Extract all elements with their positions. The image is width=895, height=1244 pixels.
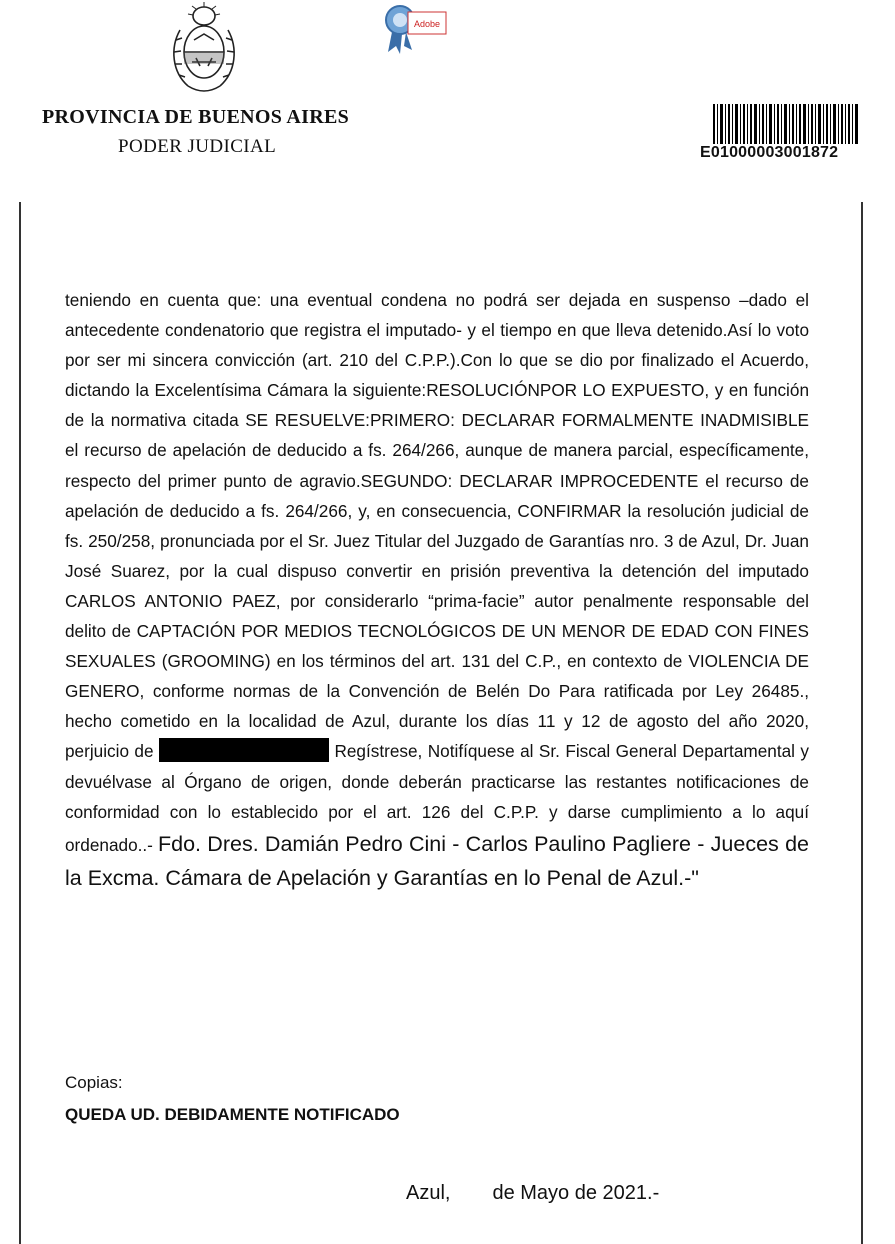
- resolution-paragraph: teniendo en cuenta que: una eventual condena no podrá ser dejada en suspenso –dado el antecedente condenatorio que registra el imputado- y el tiempo en que lleva detenido.Así lo voto por ser mi sincera convicción (art. 210 del C.P.P.).Con lo que se dio por finalizado el Acuerdo, dictando la Excelentísima Cámara la siguiente:RESOLUCIÓNPOR LO EXPUESTO, y en función de la normativa citada SE RESUELVE:PRIMERO: DECLARAR FORMALMENTE INADMISIBLE el recurso de apelación de deducido a fs. 264/266, aunque de manera parcial, específicamente, respecto del primer punto de agravio.SEGUNDO: DECLARAR IMPROCEDENTE el recurso de apelación de deducido a fs. 264/266, y, en consecuencia, CONFIRMAR la resolución judicial de fs. 250/258, pronunciada por el Sr. Juez Titular del Juzgado de Garantías nro. 3 de Azul, Dr. Juan José Suarez, por la cual dispuso convertir en prisión preventiva la detención del imputado CARLOS ANTONIO PAEZ, por considerarlo “prima-facie” autor penalmente responsable del delito de CAPTACIÓN POR MEDIOS TECNOLÓGICOS DE UN MENOR DE EDAD CON FINES SEXUALES (GROOMING) en los términos del art. 131 del C.P., en contexto de VIOLENCIA DE GENERO, conforme normas de la Convención de Belén Do Para ratificada por Ley 26485., hecho cometido en la localidad de Azul, durante los días 11 y 12 de agosto del año 2020, perjuicio de: [65, 290, 809, 762]
- resolution-text: [65, 285, 809, 895]
- branch-title: PODER JUDICIAL: [118, 136, 277, 157]
- notification-notice: QUEDA UD. DEBIDAMENTE NOTIFICADO: [65, 1105, 400, 1124]
- barcode-number: E01000003001872: [700, 144, 839, 161]
- date-line: [406, 1182, 659, 1205]
- adobe-seal-icon: [378, 2, 448, 56]
- redacted-name: [159, 738, 329, 762]
- province-title: PROVINCIA DE BUENOS AIRES: [42, 106, 350, 128]
- date: de Mayo de 2021.-: [492, 1182, 660, 1204]
- page-border-left: [19, 202, 21, 1244]
- copies-label: Copias:: [65, 1073, 123, 1092]
- page-border-right: [861, 202, 863, 1244]
- judges-signature: Fdo. Dres. Damián Pedro Cini - Carlos Paulino Pagliere - Jueces de la Excma. Cámara de Apelación y Garantías en lo Penal de Azul.-": [65, 831, 809, 890]
- coat-of-arms-icon: [166, 0, 242, 96]
- registration-paragraph: Regístrese, Notifíquese al Sr. Fiscal General Departamental y devuélvase al Órgano de origen, donde deberán practicarse las restantes notificaciones de conformidad con lo establecido por el art. 126 del C.P.P. y darse cumplimiento a lo aquí ordenado..-: [65, 741, 810, 855]
- barcode-icon: [713, 104, 859, 144]
- adobe-label: Adobe: [413, 19, 441, 29]
- city: Azul,: [406, 1182, 451, 1204]
